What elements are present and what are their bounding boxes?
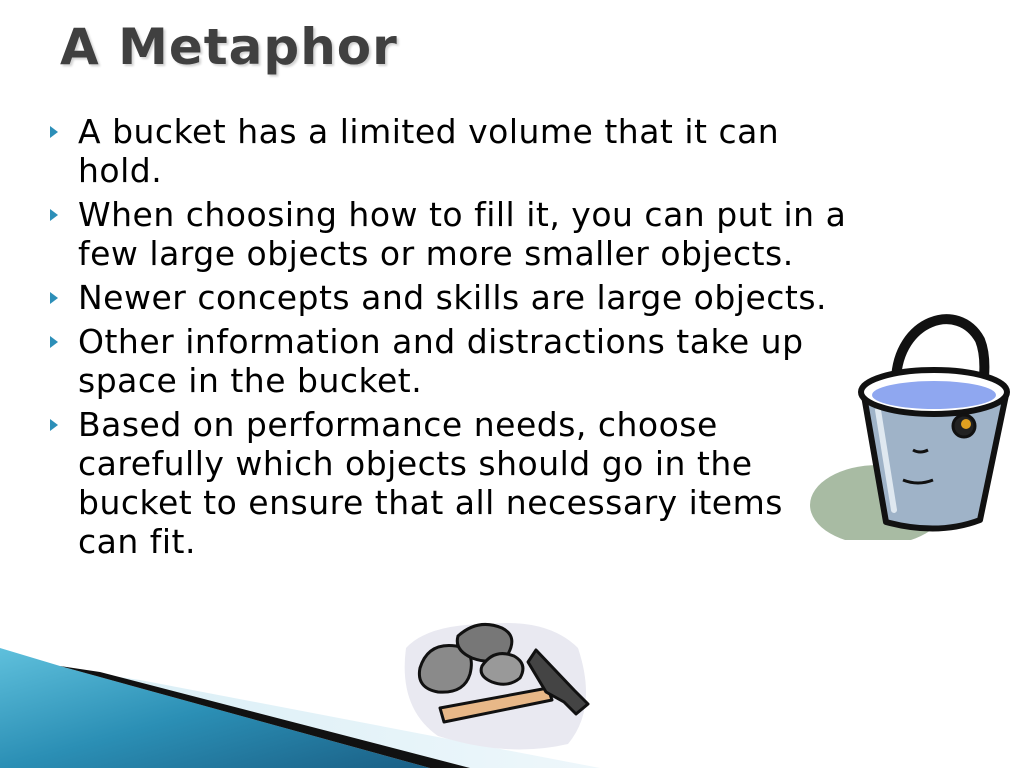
bullet-item [48, 195, 848, 273]
triangle-right-icon [50, 292, 58, 304]
slide-title: A Metaphor [60, 18, 398, 76]
bullet-item [48, 405, 848, 561]
bullet-item [48, 278, 848, 317]
triangle-right-icon [50, 336, 58, 348]
triangle-right-icon [50, 209, 58, 221]
bullet-text: A bucket has a limited volume that it can hold. [78, 112, 780, 190]
bucket-clipart [808, 300, 1018, 540]
bullet-text: Newer concepts and skills are large objects. [78, 278, 828, 317]
bullet-text: Based on performance needs, choose carefully which objects should go in the bucket to ensure that all necessary items can fit. [78, 405, 783, 561]
rocks-and-hammer-clipart [398, 618, 598, 758]
triangle-right-icon [50, 126, 58, 138]
bullet-list [48, 112, 848, 566]
bullet-item [48, 322, 848, 400]
triangle-right-icon [50, 419, 58, 431]
bullet-text: When choosing how to fill it, you can put in a few large objects or more smaller objects. [78, 195, 847, 273]
bullet-item [48, 112, 848, 190]
bullet-text: Other information and distractions take up space in the bucket. [78, 322, 804, 400]
